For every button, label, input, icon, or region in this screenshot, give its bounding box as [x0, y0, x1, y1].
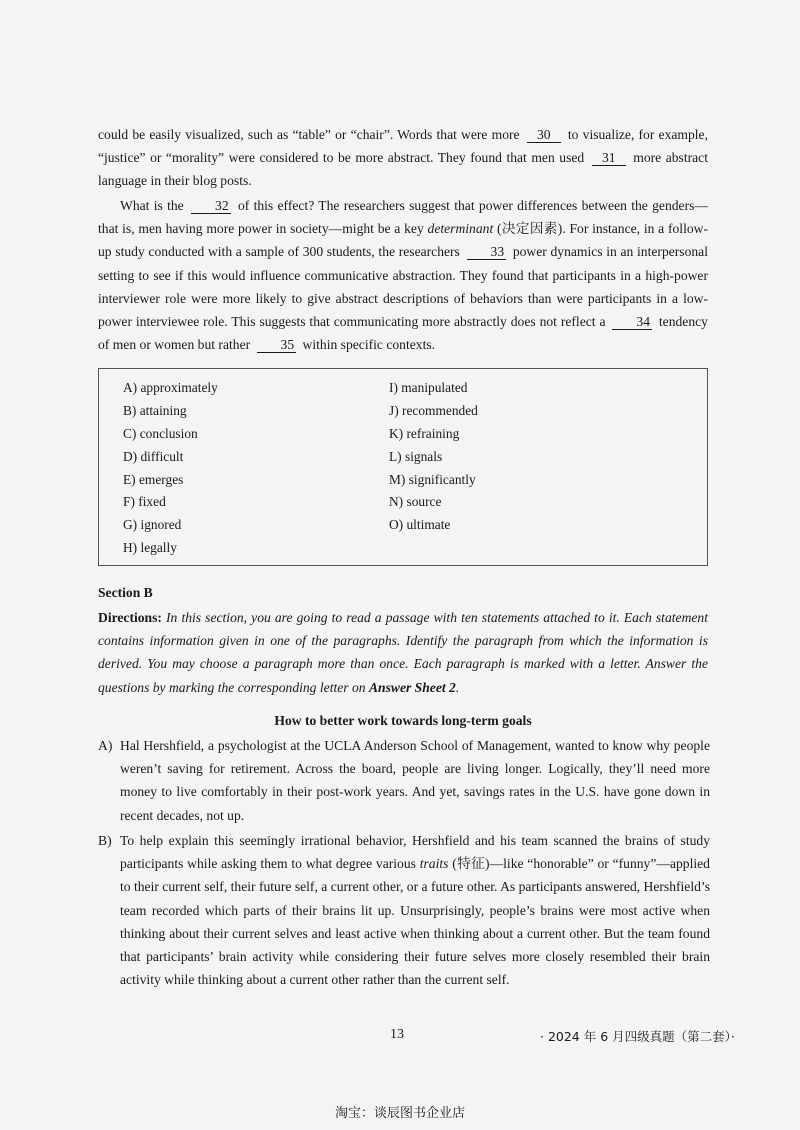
paragraph-text-part: —like “honorable” or “funny”—applied to their current self, their future self, a current other, or a future other. As participants answered, Hershfield’s team recorded which parts of their brains lit up. Unsurprisingly, people’s brains were most active when thinking about their current selves and least active when thinking about a current other. But the team found that participants’ brain activity while considering their future selves more closely resembled their brain activity while thinking about a current other rather than the current self. [120, 856, 710, 988]
passage-text: . For instance, in a follow-up study conducted with a sample of 300 students, the researchers [98, 221, 709, 260]
blank-34[interactable]: 34 [612, 314, 652, 330]
word-bank-box [98, 368, 708, 566]
word-bank-left-column [123, 377, 218, 560]
passage-text: more abstract language in their blog posts. [98, 150, 708, 189]
exam-tag: · 2024 年 6 月四级真题（第二套）· [540, 1029, 735, 1044]
word-bank-option: H) legally [123, 540, 177, 556]
passage-text: of this effect? The researchers suggest that power differences between the genders—that is, men having more power in society—might be a key [98, 198, 708, 237]
passage-text: tendency of men or women but rather [98, 314, 708, 353]
word-bank-option: F) fixed [123, 494, 166, 510]
word-bank-right-column [389, 377, 478, 537]
passage-paragraph-2 [98, 194, 708, 356]
chinese-gloss: (特征) [452, 856, 490, 872]
passage-paragraph-1 [98, 123, 708, 193]
word-bank-option: K) refraining [389, 425, 460, 441]
article-paragraph-a [98, 734, 710, 827]
store-watermark: 淘宝：谈辰图书企业店 [334, 1106, 465, 1121]
italic-term: determinant [427, 221, 494, 237]
article-paragraph-b [98, 829, 710, 991]
word-bank-option: N) source [389, 494, 442, 510]
word-bank-option: O) ultimate [389, 517, 451, 533]
word-bank-option: M) significantly [389, 471, 476, 487]
word-bank-option: D) difficult [123, 448, 184, 464]
blank-31[interactable]: 31 [592, 150, 626, 166]
word-bank-option: I) manipulated [389, 380, 468, 395]
section-b-heading: Section B [98, 585, 153, 600]
paragraph-text-part: To help explain this seemingly irrational behavior, Hershfield and his team scanned the brains of study participants while asking them to what degree various [120, 833, 710, 872]
chinese-gloss: (决定因素) [497, 221, 563, 237]
section-b-directions [98, 606, 708, 699]
directions-period: . [455, 679, 460, 695]
paragraph-letter: B) [98, 833, 112, 848]
passage-text: power dynamics in an interpersonal setting to see if this would influence communicative abstraction. They found that participants in a high-power interviewer role were more likely to give abstract descriptions of behaviors than were participants in a low-power interviewee role. This suggests that communicating more abstractly does not reflect a [98, 244, 708, 330]
word-bank-option: L) signals [389, 448, 443, 464]
blank-30[interactable]: 30 [527, 127, 561, 143]
blank-35[interactable]: 35 [257, 337, 297, 353]
word-bank-option: J) recommended [389, 402, 478, 418]
paragraph-text [120, 829, 710, 991]
answer-sheet-label: Answer Sheet 2 [368, 679, 456, 695]
article-title: How to better work towards long-term goals [274, 713, 532, 728]
word-bank-option: B) attaining [123, 402, 187, 418]
directions-label: Directions: [98, 610, 162, 625]
paragraph-text: Hal Hershfield, a psychologist at the UCLA Anderson School of Management, wanted to know why people weren’t saving for retirement. Across the board, people are living longer. Logically, they’ll need more money to live comfortably in their post-work years. And yet, savings rates in the U.S. have gone down in recent decades, not up. [120, 738, 710, 823]
italic-term: traits [419, 856, 449, 872]
word-bank-option: C) conclusion [123, 425, 198, 441]
blank-32[interactable]: 32 [191, 198, 231, 214]
word-bank-option: G) ignored [123, 517, 182, 533]
directions-text: In this section, you are going to read a passage with ten statements attached to it. Each statement contains information given in one of the paragraphs. Identify the paragraph from which the information is derived. You may choose a paragraph more than once. Each paragraph is marked with a letter. Answer the questions by marking the corresponding letter on [98, 610, 708, 695]
blank-33[interactable]: 33 [467, 244, 507, 260]
page-number: 13 [390, 1027, 404, 1042]
passage-text: could be easily visualized, such as “table” or “chair”. Words that were more [98, 127, 520, 142]
word-bank-option: E) emerges [123, 471, 184, 487]
word-bank-option: A) approximately [123, 380, 218, 395]
passage-text: within specific contexts. [302, 337, 436, 353]
passage-text: to visualize, for example, “justice” or “morality” were considered to be more abstract. They found that men used [98, 127, 708, 166]
passage-text: What is the [120, 198, 184, 213]
paragraph-letter: A) [98, 738, 113, 753]
